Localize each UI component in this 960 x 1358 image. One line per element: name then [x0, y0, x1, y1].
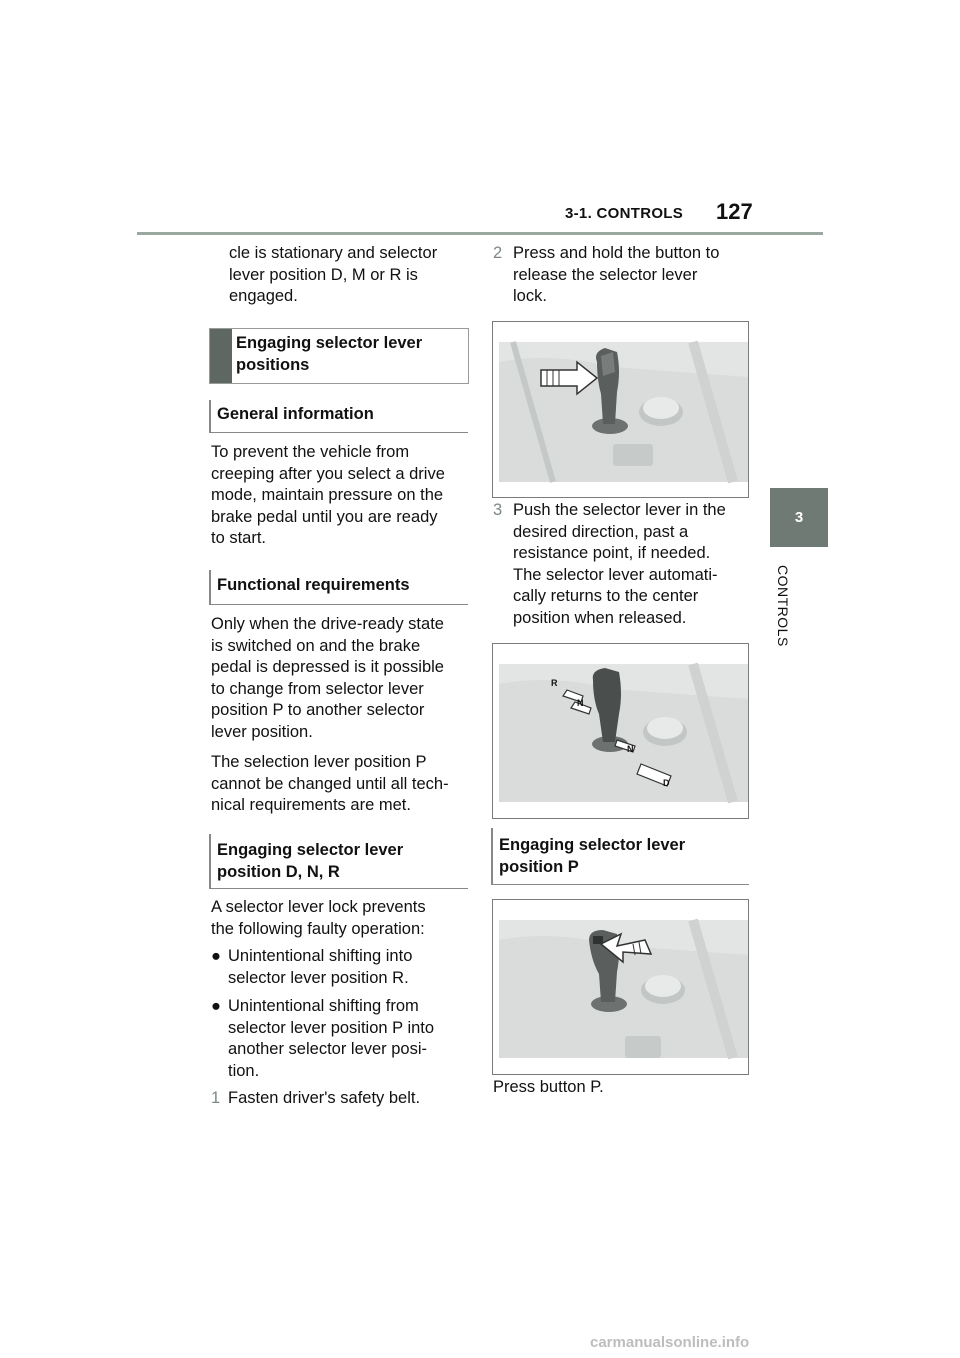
subheading-text	[499, 835, 685, 878]
text-line: brake pedal until you are ready	[211, 507, 438, 526]
subheading-text	[217, 840, 403, 883]
text-line: to change from selector lever	[211, 679, 424, 698]
subheading-general	[209, 400, 468, 433]
subheading-text: General information	[217, 405, 374, 423]
text-line: Unintentional shifting from	[228, 997, 419, 1015]
text-line: tion.	[228, 1061, 260, 1080]
text-line: to start.	[211, 529, 267, 547]
figure-shift-directions	[492, 643, 749, 819]
text-line: is switched on and the brake	[211, 636, 421, 655]
section-title: 3-1. CONTROLS	[565, 205, 684, 222]
intro-line: lever position D, M or R is	[229, 265, 418, 284]
text-line: pedal is depressed is it possible	[211, 658, 444, 676]
shift-label-n-up: N	[577, 698, 584, 708]
step-text: Fasten driver's safety belt.	[228, 1089, 421, 1107]
text-line: Press and hold the button to	[513, 244, 720, 262]
text-line: nical requirements are met.	[211, 796, 411, 814]
subheading-bar	[209, 570, 211, 605]
heading-line: Engaging selector lever	[499, 836, 686, 854]
text-line: lever position.	[211, 722, 313, 741]
step-number: 2	[493, 244, 503, 262]
step-number: 1	[211, 1089, 221, 1107]
text-line: position P to another selector	[211, 701, 425, 719]
text-line: another selector lever posi-	[228, 1040, 428, 1058]
main-heading-box	[209, 328, 469, 384]
para-lock	[211, 897, 473, 940]
text-line: Push the selector lever in the	[513, 501, 726, 519]
chapter-tab[interactable]	[770, 488, 828, 547]
subheading-rule	[491, 884, 749, 885]
text-line: selector lever position R.	[228, 968, 409, 987]
chapter-tab-label: CONTROLS	[775, 565, 791, 647]
subheading-text: Functional requirements	[217, 576, 410, 594]
intro-text	[229, 243, 479, 308]
subheading-dnr	[209, 834, 468, 889]
step-2	[493, 243, 755, 305]
heading-bar	[210, 329, 232, 383]
para-functional-1	[211, 614, 473, 743]
text-line: cally returns to the center	[513, 587, 699, 605]
press-p-text: Press button P.	[493, 1078, 604, 1096]
step-1	[211, 1088, 473, 1110]
figure-press-p	[492, 899, 749, 1075]
main-heading	[236, 333, 422, 376]
intro-line: cle is stationary and selector	[229, 244, 438, 262]
heading-line: Engaging selector lever	[236, 334, 423, 352]
intro-line: engaged.	[229, 287, 298, 305]
text-line: release the selector lever	[513, 265, 698, 284]
text-line: position when released.	[513, 608, 687, 627]
text-line: A selector lever lock prevents	[211, 898, 426, 916]
subheading-bar	[209, 400, 211, 433]
text-line: cannot be changed until all tech-	[211, 774, 449, 793]
subheading-rule	[209, 432, 468, 433]
text-line: lock.	[513, 287, 547, 305]
header-rule	[137, 232, 823, 235]
subheading-p	[491, 828, 749, 885]
text-line: desired direction, past a	[513, 522, 689, 541]
heading-line: positions	[236, 355, 310, 374]
step-3	[493, 500, 755, 627]
subheading-functional	[209, 570, 468, 605]
text-line: selector lever position P into	[228, 1018, 435, 1037]
shift-label-n-down: N	[627, 744, 634, 754]
subheading-bar	[491, 828, 493, 885]
text-line: resistance point, if needed.	[513, 544, 711, 562]
bullet-icon: ●	[211, 947, 221, 965]
page-number: 127	[716, 199, 753, 224]
watermark: carmanualsonline.info	[590, 1334, 750, 1351]
subheading-bar	[209, 834, 211, 889]
text-line: The selector lever automati-	[513, 565, 718, 584]
text-line: creeping after you select a drive	[211, 464, 445, 483]
subheading-rule	[209, 888, 468, 889]
text-line: Unintentional shifting into	[228, 947, 413, 965]
text-line: Only when the drive-ready state	[211, 615, 444, 633]
shift-label-d: D	[663, 778, 670, 788]
figure-release-lock	[492, 321, 749, 498]
heading-line: position P	[499, 857, 579, 876]
heading-line: Engaging selector lever	[217, 841, 404, 859]
bullet-icon: ●	[211, 997, 221, 1015]
chapter-tab-number: 3	[794, 509, 804, 526]
para-functional-2	[211, 752, 473, 817]
text-line: the following faulty operation:	[211, 919, 425, 938]
text-line: mode, maintain pressure on the	[211, 486, 444, 504]
step-number: 3	[493, 501, 503, 519]
subheading-rule	[209, 604, 468, 605]
text-line: The selection lever position P	[211, 753, 427, 771]
heading-line: position D, N, R	[217, 862, 340, 881]
shift-label-r: R	[551, 678, 558, 688]
para-general	[211, 442, 473, 550]
text-line: To prevent the vehicle from	[211, 443, 410, 461]
